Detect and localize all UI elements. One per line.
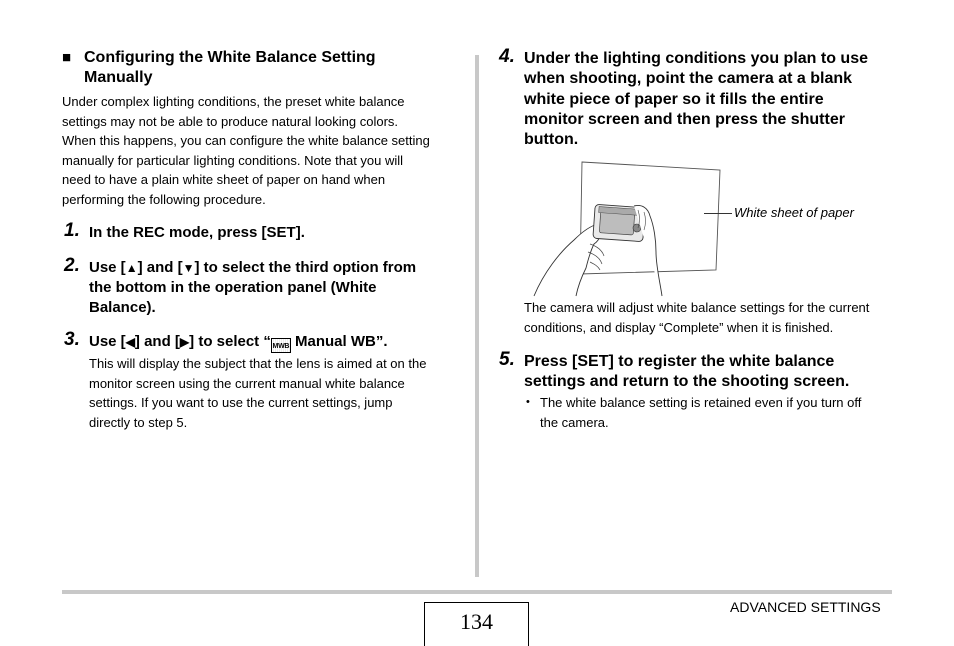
- intro-paragraph: [62, 92, 467, 209]
- step-3-detail-line: directly to step 5.: [89, 414, 188, 430]
- intro-line: need to have a plain white sheet of paper on hand when: [62, 172, 386, 187]
- step-1-number: 1.: [64, 220, 80, 241]
- intro-line: performing the following procedure.: [62, 191, 266, 207]
- up-arrow-icon: ▲: [125, 261, 138, 275]
- manual-wb-icon: MWB: [271, 338, 291, 353]
- step-5-line: Press [SET] to register the white balance: [524, 353, 835, 370]
- step-2-line3: Balance).: [89, 299, 156, 316]
- camera-paper-illustration: [530, 160, 730, 298]
- footer-rule: [62, 590, 892, 594]
- step-2-line2: the bottom in the operation panel (White: [89, 279, 377, 296]
- page-number: 134: [424, 602, 529, 646]
- after-illustration-text: [524, 298, 904, 337]
- step-3-detail: [89, 354, 469, 432]
- step-2-line1: Use [▲] and [▼] to select the third option from: [89, 259, 417, 276]
- column-divider: [475, 55, 479, 577]
- step-5-bullet: [524, 393, 904, 432]
- step-4-line: Under the lighting conditions you plan to use: [524, 50, 868, 67]
- intro-line: When this happens, you can configure the white balance setting: [62, 133, 430, 148]
- intro-line: manually for particular lighting conditions. Note that you will: [62, 152, 404, 168]
- illustration-label: White sheet of paper: [734, 205, 854, 220]
- intro-line: settings may not be able to produce natural looking colors.: [62, 113, 399, 129]
- section-marker: ■: [62, 49, 72, 66]
- section-heading: [62, 48, 462, 88]
- section-title-line2: Manually: [84, 69, 153, 86]
- step-4-text: [524, 49, 904, 150]
- step-4-line: button.: [524, 131, 579, 149]
- step-4-line: when shooting, point the camera at a blank: [524, 70, 853, 88]
- step-4-line: white piece of paper so it fills the entire: [524, 90, 824, 108]
- step-4-number: 4.: [499, 46, 515, 67]
- down-arrow-icon: ▼: [182, 261, 195, 275]
- step-3-number: 3.: [64, 329, 80, 350]
- after-line: conditions, and display “Complete” when it is finished.: [524, 319, 834, 335]
- bullet-line: the camera.: [540, 414, 609, 430]
- step-3-detail-line: This will display the subject that the lens is aimed at on the: [89, 356, 427, 371]
- step-2-text: [89, 258, 469, 318]
- intro-line: Under complex lighting conditions, the preset white balance: [62, 94, 405, 109]
- step-3-text: Use [◀] and [▶] to select “ MWB Manual WB”.: [89, 332, 469, 353]
- illustration-leader-line: [704, 213, 732, 214]
- step-3-detail-line: settings. If you want to use the current settings, jump: [89, 395, 393, 410]
- step-3-detail-line: monitor screen using the current manual white balance: [89, 375, 405, 391]
- step-5-text: [524, 352, 904, 393]
- step-2-number: 2.: [64, 255, 80, 276]
- step-1-text: In the REC mode, press [SET].: [89, 224, 305, 241]
- bullet-marker: •: [526, 396, 530, 408]
- after-line: The camera will adjust white balance settings for the current: [524, 300, 870, 315]
- step-5-line: settings and return to the shooting screen.: [524, 373, 850, 391]
- step-5-number: 5.: [499, 349, 515, 370]
- section-title-line1: Configuring the White Balance Setting: [84, 49, 376, 66]
- footer-section-name: ADVANCED SETTINGS: [730, 599, 881, 615]
- step-4-line: monitor screen and then press the shutter: [524, 110, 845, 128]
- right-arrow-icon: ▶: [179, 335, 190, 349]
- left-arrow-icon: ◀: [125, 335, 135, 349]
- bullet-line: The white balance setting is retained even if you turn off: [540, 395, 862, 410]
